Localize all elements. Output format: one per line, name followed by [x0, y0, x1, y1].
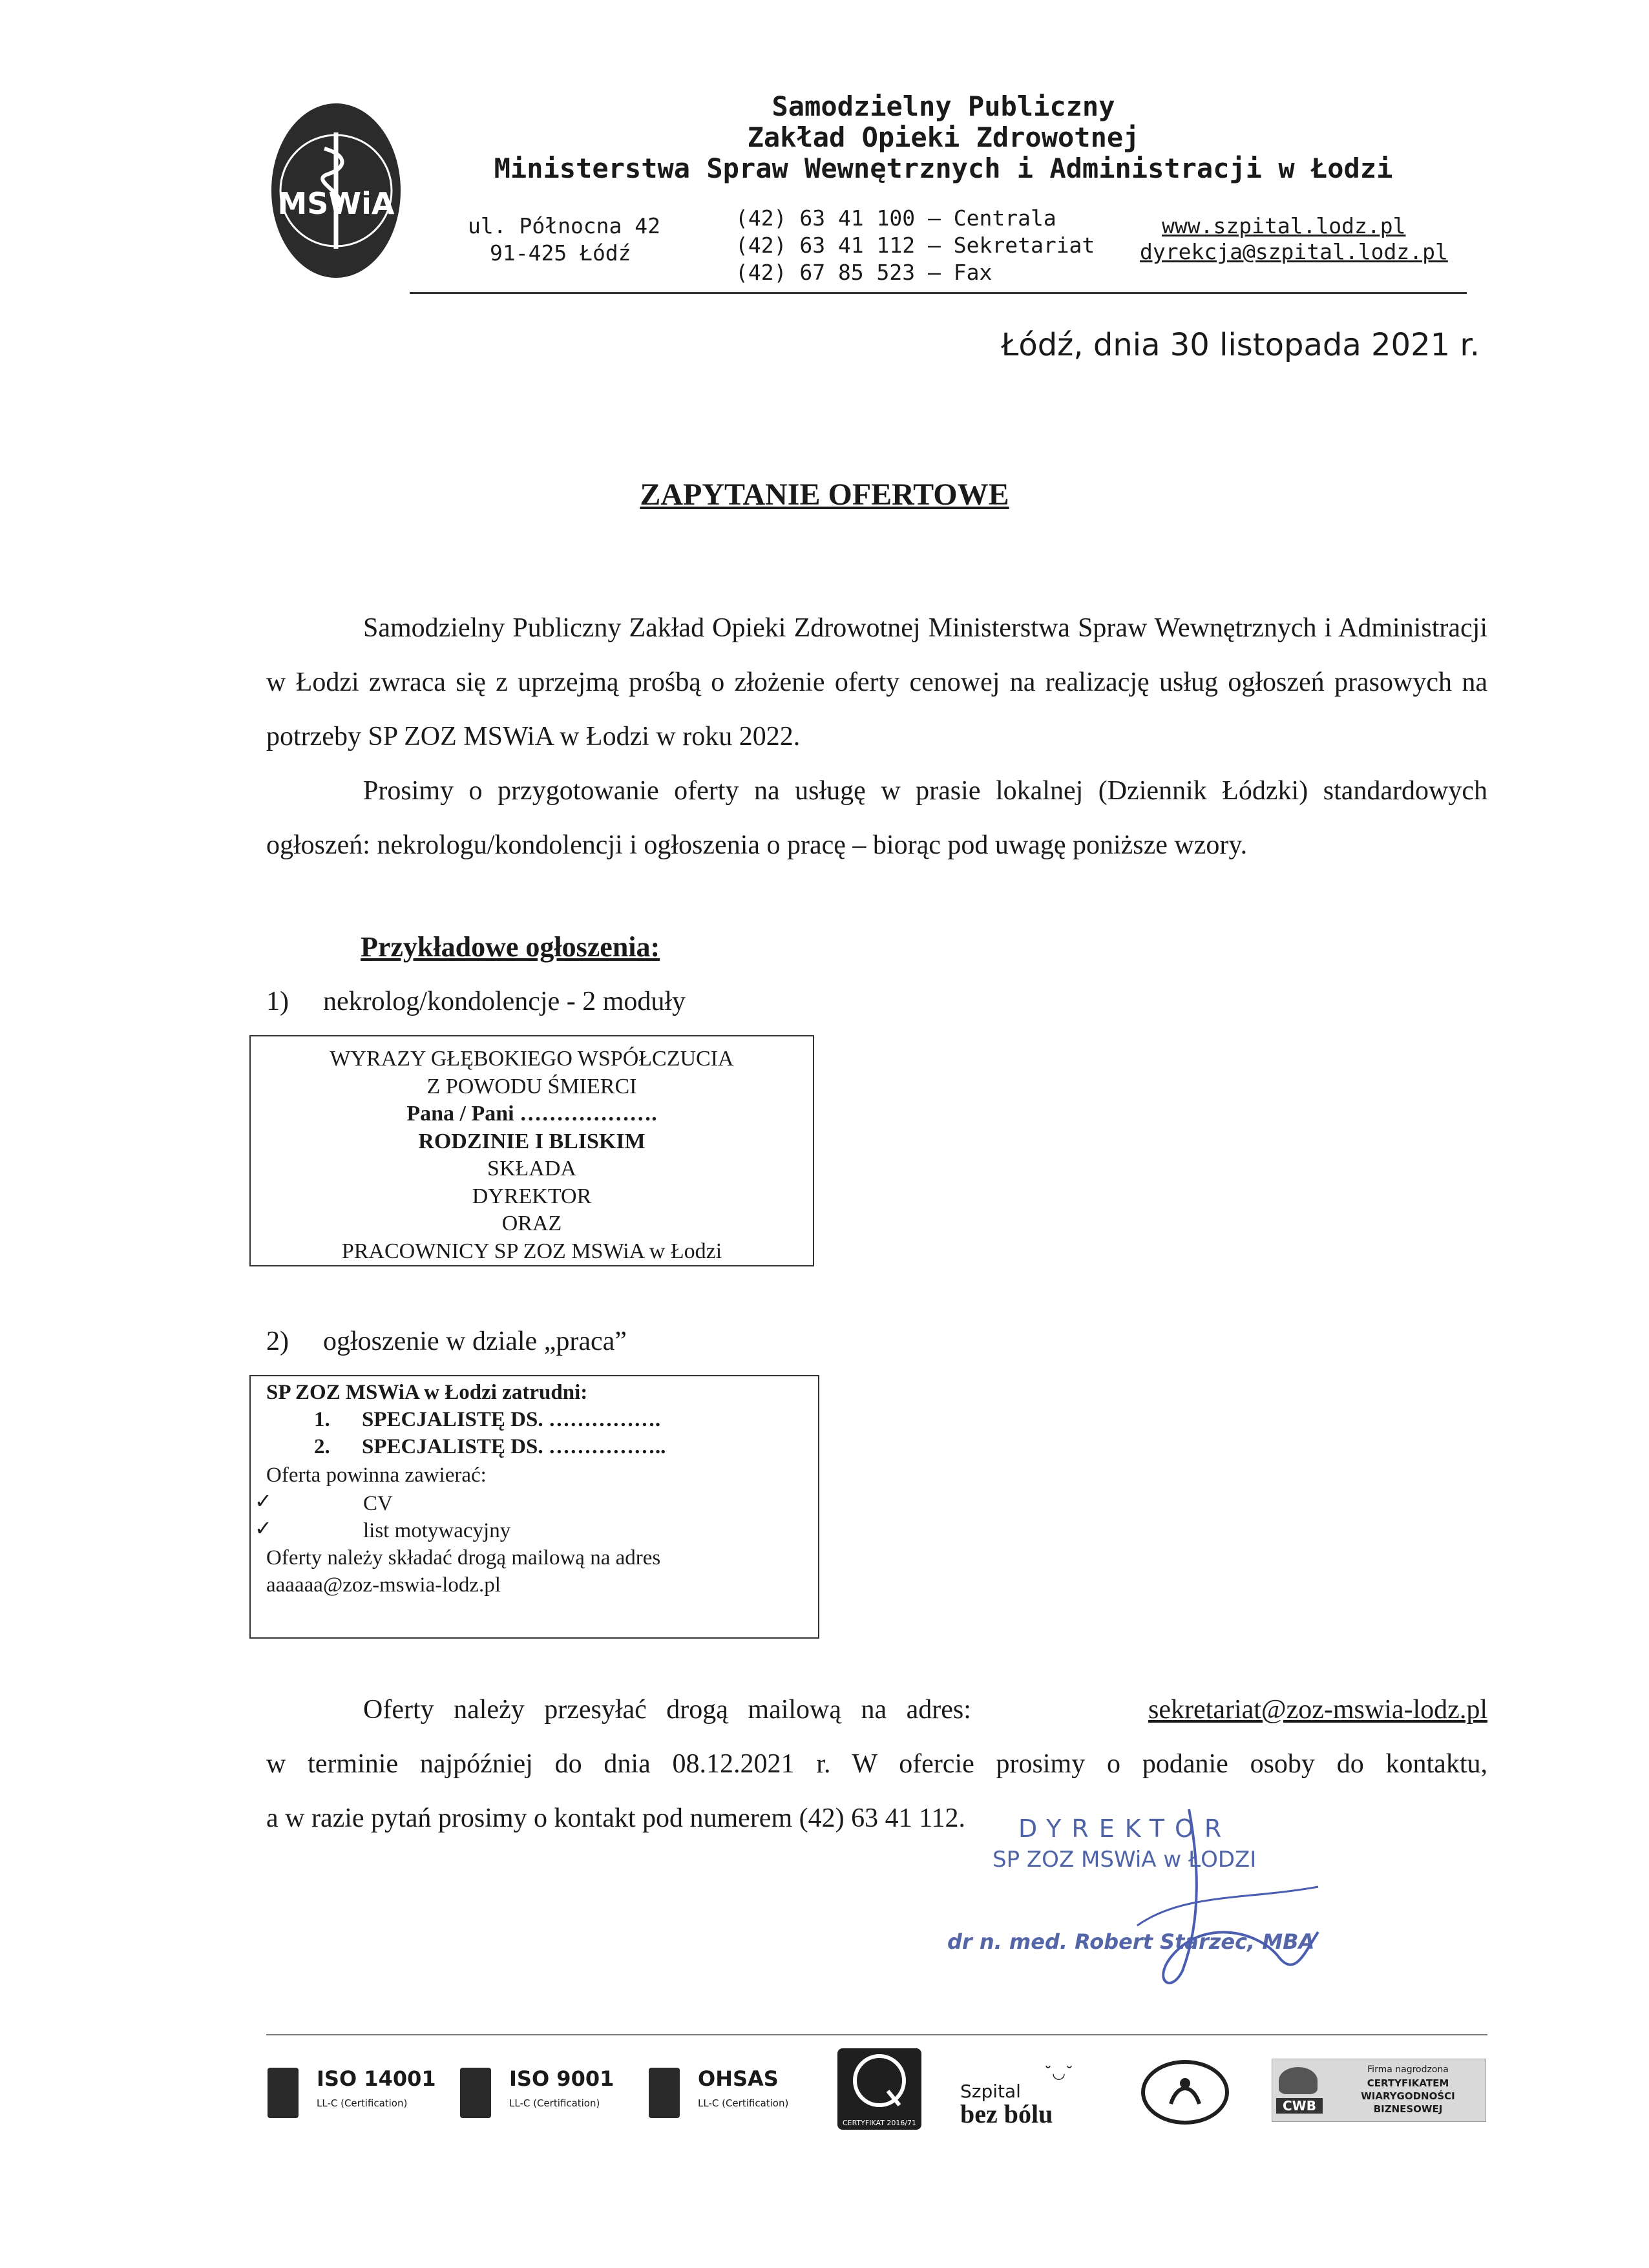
example1-label: nekrolog/kondolencje - 2 moduły — [323, 987, 686, 1016]
cwb-mark: CWB — [1276, 2098, 1323, 2114]
address-street: ul. Północna 42 — [468, 213, 661, 238]
quality-certificate-badge — [837, 2048, 921, 2130]
job-ad-item1: SPECJALISTĘ DS. ……………. — [362, 1408, 661, 1431]
cert-ohsas-name: OHSAS — [698, 2066, 779, 2091]
address-city: 91-425 Łódź — [490, 240, 631, 266]
obituary-line-1: WYRAZY GŁĘBOKIEGO WSPÓŁCZUCIA — [330, 1047, 734, 1071]
obituary-line-2: Z POWODU ŚMIERCI — [426, 1074, 637, 1098]
org-name-line2: Zakład Opieki Zdrowotnej — [747, 121, 1140, 153]
job-ad-sample-email: aaaaaa@zoz-mswia-lodz.pl — [266, 1573, 501, 1597]
cert-iso9001-sub: LL-C (Certification) — [509, 2097, 600, 2109]
quality-q-icon — [837, 2048, 921, 2117]
logo-text: MSWiA — [277, 186, 395, 221]
example2-label: ogłoszenie w dziale „praca” — [323, 1327, 627, 1356]
job-ad-submit-line: Oferty należy składać drogą mailową na adres — [266, 1546, 661, 1570]
certificate-check-icon — [649, 2068, 680, 2118]
sekretariat-email-link[interactable]: sekretariat@zoz-mswia-lodz.pl — [1148, 1695, 1487, 1725]
cert-iso14001-sub: LL-C (Certification) — [317, 2097, 408, 2109]
checkmark-icon: ✓ — [255, 1516, 272, 1540]
job-ad-check-cv: CV — [363, 1492, 393, 1515]
tree-icon — [1279, 2067, 1318, 2094]
certificate-check-icon — [268, 2068, 299, 2118]
certificate-check-icon — [460, 2068, 491, 2118]
org-name-line1: Samodzielny Publiczny — [772, 90, 1115, 122]
footer-divider — [266, 2034, 1487, 2035]
website-link[interactable]: www.szpital.lodz.pl — [1162, 213, 1406, 238]
obituary-line-3: Pana / Pani ………………. — [406, 1102, 657, 1126]
document-title: ZAPYTANIE OFERTOWE — [640, 478, 1009, 512]
job-ad-item2: SPECJALISTĘ DS. …………….. — [362, 1435, 666, 1458]
closing-line3: a w razie pytań prosimy o kontakt pod numerem (42) 63 41 112. — [266, 1803, 966, 1833]
job-ad-check-letter: list motywacyjny — [363, 1519, 511, 1542]
phone-sekretariat: (42) 63 41 112 – Sekretariat — [735, 233, 1095, 258]
cwb-line4: BIZNESOWEJ — [1373, 2103, 1443, 2115]
letter-date: Łódź, dnia 30 listopada 2021 r. — [1001, 327, 1480, 363]
cert-iso14001-name: ISO 14001 — [317, 2066, 436, 2091]
mswia-logo — [271, 103, 401, 278]
obituary-line-7: ORAZ — [501, 1212, 562, 1235]
examples-heading: Przykładowe ogłoszenia: — [361, 931, 660, 963]
obituary-line-8: PRACOWNICY SP ZOZ MSWiA w Łodzi — [341, 1239, 722, 1263]
paragraph-request-text: Prosimy o przygotowanie oferty na usługę w prasie lokalnej (Dziennik Łódzki) standardowych ogłoszeń: nekrologu/kondolencji i ogłoszenia o pracę – biorąc pod uwagę poniższe wzory. — [266, 776, 1487, 860]
example1-number: 1) — [266, 987, 289, 1016]
stamp-institution: SP ZOZ MSWiA w ŁODZI — [993, 1847, 1257, 1873]
obituary-line-4: RODZINIE I BLISKIM — [418, 1129, 646, 1153]
phone-centrala: (42) 63 41 100 – Centrala — [735, 205, 1056, 231]
cwb-line1: Firma nagrodzona — [1367, 2064, 1449, 2075]
org-name-line3: Ministerstwa Spraw Wewnętrznych i Administracji w Łodzi — [494, 152, 1393, 184]
job-ad-item2-number: 2. — [314, 1435, 330, 1458]
closing-line2: w terminie najpóźniej do dnia 08.12.2021 r. W ofercie prosimy o podanie osoby do kontaktu, — [266, 1749, 1487, 1779]
email-link[interactable]: dyrekcja@szpital.lodz.pl — [1140, 239, 1448, 264]
obituary-line-5: SKŁADA — [487, 1157, 576, 1181]
handwritten-signature — [1111, 1803, 1344, 1997]
szpital-bez-bolu-line2: bez bólu — [960, 2099, 1053, 2128]
job-ad-sample-box — [249, 1375, 819, 1639]
job-ad-item1-number: 1. — [314, 1408, 330, 1431]
seal-figure-icon — [1145, 2064, 1225, 2121]
quality-badge-caption: CERTYFIKAT 2016/71 — [842, 2119, 917, 2127]
cert-ohsas-sub: LL-C (Certification) — [698, 2097, 789, 2109]
paragraph-request — [266, 764, 1487, 872]
szpital-bez-bolu-line1: Szpital — [960, 2081, 1021, 2102]
cwb-line3: WIARYGODNOŚCI — [1361, 2090, 1455, 2102]
closing-line1 — [363, 1694, 1487, 1725]
phone-fax: (42) 67 85 523 – Fax — [735, 260, 993, 285]
cwb-certificate-badge — [1272, 2059, 1486, 2122]
job-ad-heading: SP ZOZ MSWiA w Łodzi zatrudni: — [266, 1381, 588, 1404]
obituary-line-6: DYREKTOR — [472, 1184, 592, 1208]
stamp-director-name: dr n. med. Robert Starzec, MBA — [947, 1929, 1315, 1954]
checkmark-icon: ✓ — [255, 1489, 272, 1513]
obituary-sample-box — [249, 1035, 814, 1266]
cert-iso9001-name: ISO 9001 — [509, 2066, 614, 2091]
paragraph-intro — [266, 601, 1487, 764]
stamp-title: DYREKTOR — [1018, 1814, 1232, 1843]
paragraph-intro-text: Samodzielny Publiczny Zakład Opieki Zdrowotnej Ministerstwa Spraw Wewnętrznych i Administracji w Łodzi zwraca się z uprzejmą prośbą o złożenie oferty cenowej na realizację usług ogłoszeń prasowych na potrzeby SP ZOZ MSWiA w Łodzi w roku 2022. — [266, 613, 1487, 751]
example2-number: 2) — [266, 1327, 289, 1356]
header-divider — [410, 292, 1467, 294]
closing-line1-text: Oferty należy przesyłać drogą mailową na adres: — [363, 1695, 971, 1725]
smile-icon: ˘◡˘ — [1044, 2064, 1073, 2082]
cwb-line2: CERTYFIKATEM — [1367, 2077, 1449, 2089]
job-ad-offer-intro: Oferta powinna zawierać: — [266, 1464, 487, 1487]
award-seal-icon — [1141, 2060, 1229, 2125]
